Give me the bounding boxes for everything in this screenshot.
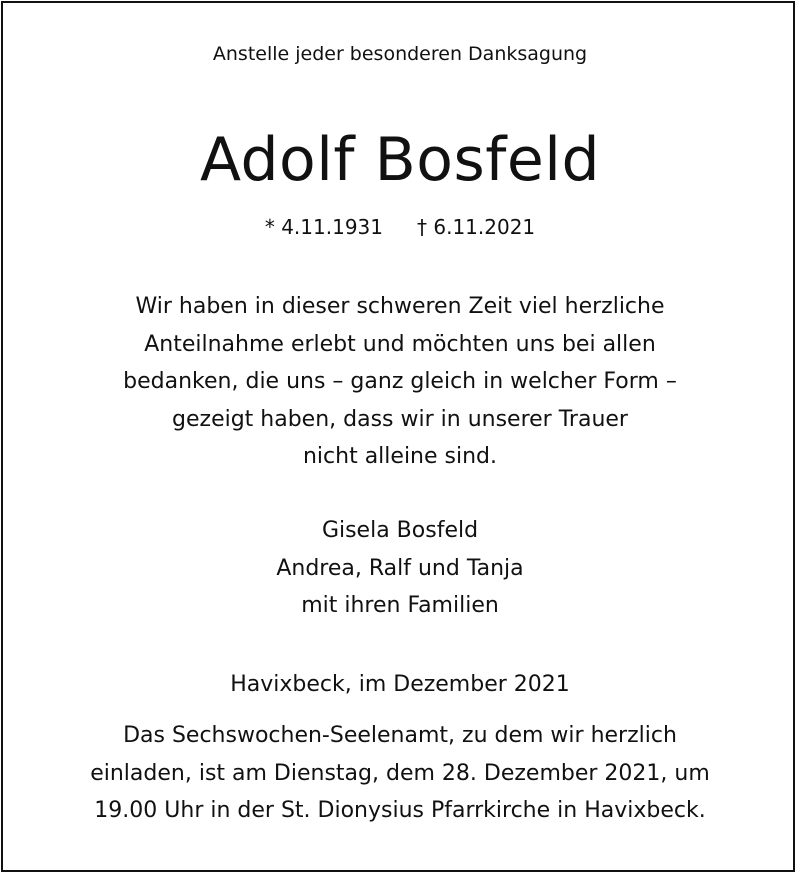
death-date: † 6.11.2021 [417,215,536,239]
message-line: bedanken, die uns – ganz gleich in welcher Form – [123,369,677,394]
message-line: gezeigt haben, dass wir in unserer Trauer [172,406,628,432]
service-line: 19.00 Uhr in der St. Dionysius Pfarrkirche in Havixbeck. [94,798,706,823]
family-signature [0,512,800,625]
life-dates [0,213,800,241]
family-line: mit ihren Familien [301,593,499,618]
message-line: Wir haben in dieser schweren Zeit viel herzliche [135,294,665,319]
notice-intro: Anstelle jeder besonderen Danksagung [212,43,588,65]
place-and-date: Havixbeck, im Dezember 2021 [230,672,570,697]
message-line: Anteilnahme erlebt und möchten uns bei allen [144,331,656,357]
deceased-name: Adolf Bosfeld [199,125,601,195]
birth-date: * 4.11.1931 [264,215,383,239]
service-announcement [0,717,800,830]
message-line: nicht alleine sind. [302,444,497,469]
service-line: einladen, ist am Dienstag, dem 28. Dezember 2021, um [90,760,710,786]
family-line: Gisela Bosfeld [321,518,479,543]
family-line: Andrea, Ralf und Tanja [276,555,524,581]
thank-you-message [0,288,800,476]
service-line: Das Sechswochen-Seelenamt, zu dem wir herzlich [123,723,677,748]
